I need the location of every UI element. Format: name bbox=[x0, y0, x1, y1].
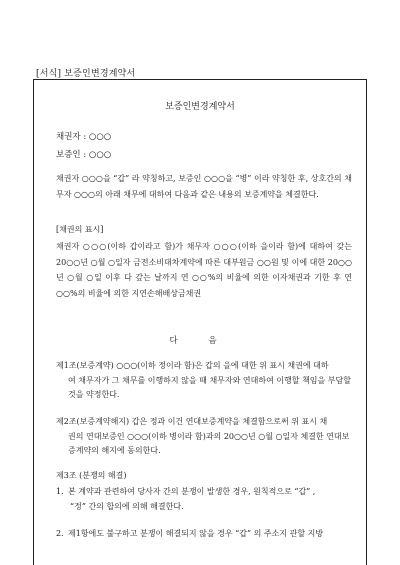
article-2 bbox=[56, 415, 356, 459]
claim-paragraph: 채권자 ○○○(이하 갑이라고 함)가 채무자 ○○○(이하 을이라 함)에 대하여 갖는 20○○년 ○월 ○일자 금전소비대차계약에 따른 대부원금 ○○원 및 이에 대한 20○○년 ○월 ○일 이후 다 갚는 날까지 연 ○○%의 비율에 의한 이자채권과 기한 후 연 ○○%의 비율에 의한 지연손해배상금채권 bbox=[56, 242, 352, 298]
clause-2 bbox=[56, 527, 356, 542]
clause-2-num: 2. bbox=[56, 529, 64, 538]
clause-2-first: 제1항에도 불구하고 분쟁이 해결되지 않을 경우 “갑” 의 주소지 관할 지방 bbox=[68, 529, 324, 538]
article-3-heading: 제3조 (분쟁의 해결) bbox=[56, 471, 127, 480]
article-1-first: 제1조(보증계약) ○○○(이하 정이라 함)은 갑의 을에 대한 위 표시 채권에 대하 bbox=[56, 361, 329, 370]
article-1-rest: 여 채무자가 그 채무를 이행하지 않을 때 채무자와 연대하여 이행할 책임을 부담할 것을 약정한다. bbox=[68, 375, 351, 399]
guarantor-line: 보증인 : ○○○ bbox=[56, 150, 112, 160]
article-2-first: 제2조(보증계약해지) 갑은 정과 이건 연대보증계약을 체결함으로써 위 표시 채 bbox=[56, 417, 328, 426]
clause-1-num: 1. bbox=[56, 487, 64, 496]
clause-1 bbox=[56, 485, 356, 514]
article-1 bbox=[56, 359, 356, 403]
claim-heading: [채권의 표시] bbox=[56, 225, 104, 234]
article-2-rest: 권의 연대보증인 ○○○(이하 병이라 함)과의 20○○년 ○월 ○일자 체결한 연대보증계약의 해지에 동의한다. bbox=[68, 431, 350, 455]
creditor-line: 채권자 : ○○○ bbox=[56, 132, 112, 142]
form-label: [서식] 보증인변경계약서 bbox=[36, 69, 136, 79]
document-title: 보증인변경계약서 bbox=[165, 102, 235, 112]
clause-1-first: 본 계약과 관련하여 당사자 간의 분쟁이 발생한 경우, 원칙적으로 “갑” , bbox=[68, 487, 316, 496]
clause-1-rest: “정” 간의 합의에 의해 해결한다. bbox=[70, 501, 184, 511]
center-heading: 다 음 bbox=[169, 336, 231, 346]
intro-paragraph: 채권자 ○○○을 “갑” 라 약칭하고, 보증인 ○○○을 “병” 이라 약칭한 후, 상호간의 채무자 ○○○의 아래 채무에 대하여 다음과 같은 내용의 보증계약을 체결한다. bbox=[56, 174, 352, 199]
